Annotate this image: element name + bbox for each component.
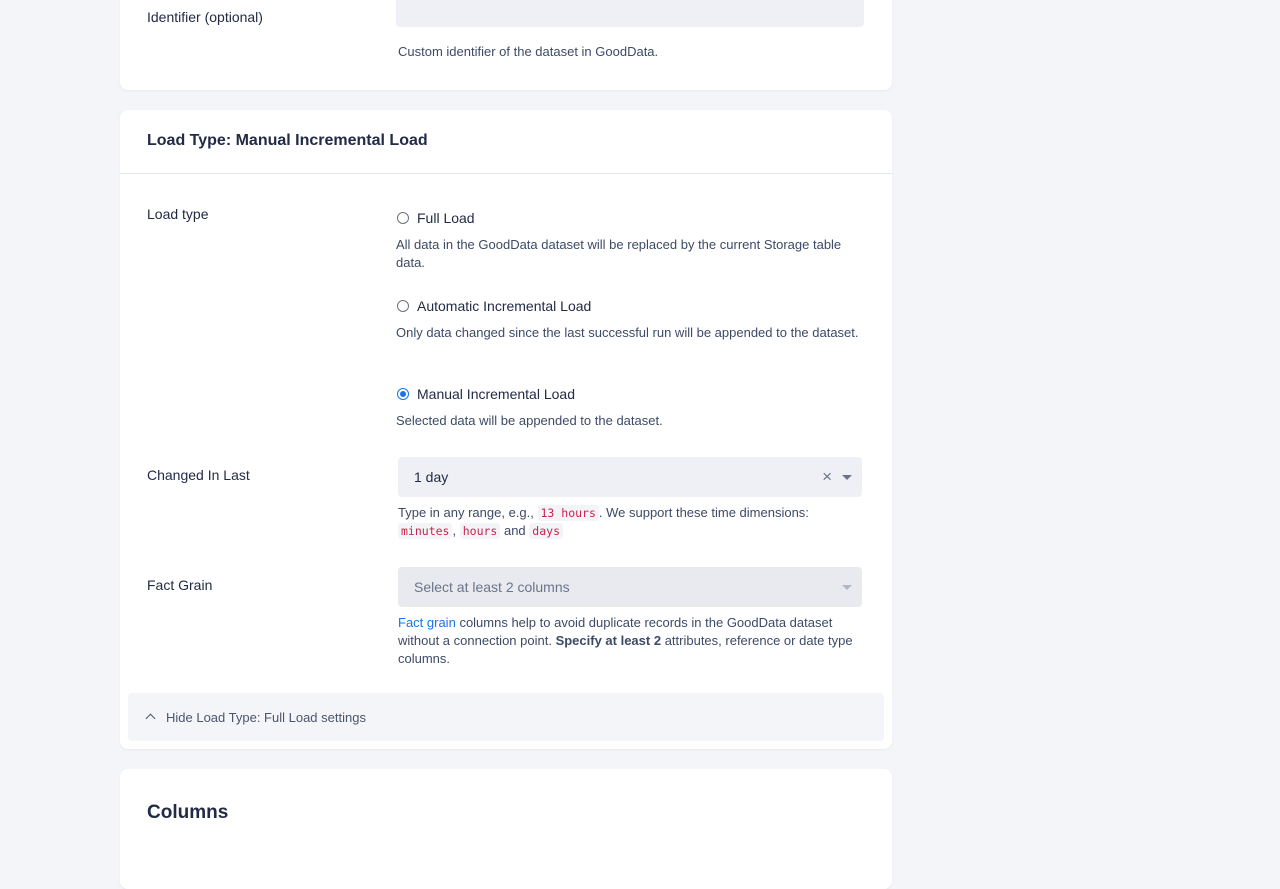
help-text: . We support these time dimensions: — [598, 505, 809, 520]
clear-icon[interactable]: × — [822, 467, 832, 486]
automatic-incremental-description: Only data changed since the last successful run will be appended to the dataset. — [396, 325, 859, 340]
radio-manual-incremental[interactable] — [397, 386, 575, 402]
columns-card — [120, 769, 892, 889]
radio-full-load[interactable] — [397, 210, 475, 226]
fact-grain-help — [398, 614, 868, 668]
help-text: columns help to avoid duplicate records in the GoodData dataset without a connection point. — [398, 615, 833, 648]
help-text: Type in any range, e.g., — [398, 505, 534, 520]
fact-grain-label: Fact Grain — [147, 577, 213, 593]
radio-icon[interactable] — [397, 212, 409, 224]
help-bold: Specify at least 2 — [555, 633, 662, 648]
changed-in-last-select[interactable] — [398, 457, 862, 497]
identifier-label: Identifier (optional) — [147, 9, 263, 25]
identifier-input[interactable] — [396, 0, 864, 27]
changed-in-last-help — [398, 504, 868, 540]
manual-incremental-description: Selected data will be appended to the dataset. — [396, 413, 663, 428]
load-type-label: Load type — [147, 206, 209, 222]
radio-manual-label: Manual Incremental Load — [417, 386, 575, 402]
identifier-help: Custom identifier of the dataset in GoodData. — [398, 44, 659, 59]
chevron-down-icon[interactable] — [842, 475, 852, 480]
dimension-hours: hours — [460, 523, 501, 539]
full-load-description: All data in the GoodData dataset will be replaced by the current Storage table data. — [396, 237, 842, 270]
chevron-down-icon[interactable] — [842, 585, 852, 590]
chevron-up-icon — [146, 714, 156, 724]
load-type-card — [120, 110, 892, 749]
radio-full-load-label: Full Load — [417, 210, 475, 226]
hide-settings-toggle[interactable] — [128, 693, 884, 741]
columns-title: Columns — [147, 802, 229, 823]
card-divider — [120, 173, 892, 174]
radio-automatic-incremental[interactable] — [397, 298, 591, 314]
load-type-title: Load Type: Manual Incremental Load — [147, 132, 428, 149]
help-text: and — [503, 523, 526, 538]
dimension-days: days — [529, 523, 563, 539]
example-code: 13 hours — [538, 505, 599, 521]
identifier-card — [120, 0, 892, 90]
changed-in-last-value: 1 day — [414, 469, 449, 485]
help-text: attributes, reference or date type columns. — [398, 633, 853, 666]
fact-grain-select[interactable] — [398, 567, 862, 607]
hide-settings-label: Hide Load Type: Full Load settings — [166, 709, 366, 725]
radio-automatic-label: Automatic Incremental Load — [417, 298, 592, 314]
changed-in-last-label: Changed In Last — [147, 467, 250, 483]
dimension-minutes: minutes — [398, 523, 452, 539]
fact-grain-link[interactable]: Fact grain — [398, 615, 456, 630]
radio-checked-icon[interactable] — [397, 388, 409, 400]
fact-grain-placeholder: Select at least 2 columns — [414, 579, 570, 595]
separator: , — [452, 523, 457, 538]
radio-icon[interactable] — [397, 300, 409, 312]
